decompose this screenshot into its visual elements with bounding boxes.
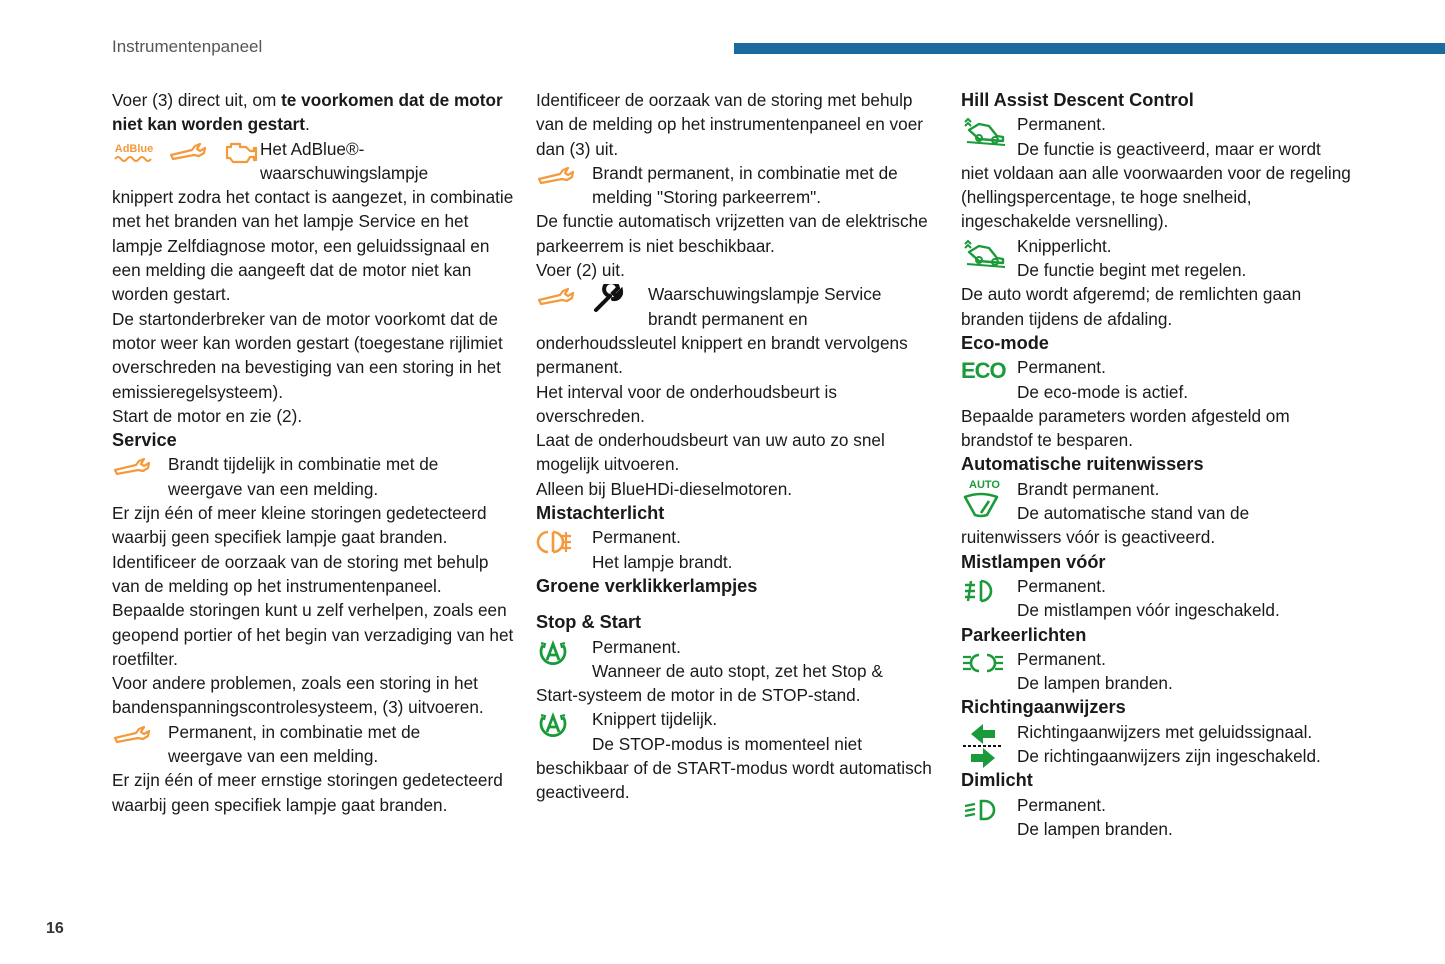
service-wrench-icon bbox=[536, 284, 578, 308]
hadc2-line2: De functie begint met regelen. bbox=[1017, 260, 1247, 281]
heading-green-indicators: Groene verklikkerlampjes bbox=[536, 575, 758, 596]
park-fault-line1: Brandt permanent, in combinatie met de bbox=[592, 162, 898, 183]
stop-start-icon-group-2 bbox=[536, 707, 592, 755]
turn-line1: Richtingaanwijzers met geluidssignaal. bbox=[1017, 721, 1313, 742]
parking-light-icon-group bbox=[961, 647, 1017, 695]
hill-descent-icon bbox=[961, 236, 1009, 268]
fog-line1: Permanent. bbox=[592, 527, 681, 548]
hadc1-line1: Permanent. bbox=[1017, 114, 1106, 135]
park-fault-rest: De functie automatisch vrijzetten van de elektrische parkeerrem is niet beschikbaar. bbox=[536, 211, 928, 256]
dipped-beam-icon-group bbox=[961, 793, 1017, 841]
header-accent-bar bbox=[734, 43, 1445, 54]
service-wrench-icon bbox=[112, 722, 154, 746]
service-icon-group-2 bbox=[112, 720, 168, 768]
service1-fix: Bepaalde storingen kunt u zelf verhelpen, zoals een geopend portier of het begin van verzadiging van het roetfilter. bbox=[112, 600, 514, 669]
adblue-icon-label: AdBlue bbox=[114, 142, 154, 155]
ss2-line1: Knippert tijdelijk. bbox=[592, 709, 718, 730]
heading-dipped-beam: Dimlicht bbox=[961, 770, 1033, 791]
service1-other: Voor andere problemen, zoals een storing in het bandenspanningscontrolesysteem, (3) uitvoeren. bbox=[112, 673, 484, 718]
maint-only: Alleen bij BlueHDi-dieselmotoren. bbox=[536, 478, 793, 499]
column-1 bbox=[112, 88, 517, 817]
turn-line2: De richtingaanwijzers zijn ingeschakeld. bbox=[1017, 746, 1321, 767]
service2-rest: Er zijn één of meer ernstige storingen gedetecteerd waarbij geen specifiek lampje gaat branden. bbox=[112, 770, 503, 815]
column-3 bbox=[961, 88, 1366, 841]
heading-auto-wipers: Automatische ruitenwissers bbox=[961, 454, 1204, 475]
heading-hill-assist: Hill Assist Descent Control bbox=[961, 90, 1194, 110]
maintenance-icon-group bbox=[536, 282, 648, 330]
service1-line1: Brandt tijdelijk in combinatie met de bbox=[168, 454, 439, 475]
service1-identify: Identificeer de oorzaak van de storing met behulp van de melding op het instrumentenpaneel. bbox=[112, 551, 489, 596]
front-fog-icon-group bbox=[961, 574, 1017, 622]
heading-service: Service bbox=[112, 430, 177, 451]
rear-fog-icon-group bbox=[536, 525, 592, 573]
wiper-line2: De automatische stand van de bbox=[1017, 503, 1250, 524]
eco-icon: ECO bbox=[961, 358, 1006, 384]
adblue-text-line2: waarschuwingslampje bbox=[260, 162, 429, 183]
page-number: 16 bbox=[46, 920, 64, 937]
parking-lights-icon bbox=[961, 649, 1005, 677]
maint-line1: Waarschuwingslampje Service bbox=[648, 284, 882, 305]
hadc-icon-group-1 bbox=[961, 112, 1017, 160]
maint-interval: Het interval voor de onderhoudsbeurt is overschreden. bbox=[536, 381, 837, 426]
park-line1: Permanent. bbox=[1017, 648, 1106, 669]
eco-line1: Permanent. bbox=[1017, 357, 1106, 378]
stop-start-icon bbox=[536, 709, 570, 739]
running-header-title: Instrumentenpaneel bbox=[112, 37, 263, 56]
ss1-line2: Wanneer de auto stopt, zet het Stop & bbox=[592, 660, 883, 681]
turn-signal-icon bbox=[961, 722, 1005, 768]
service2-line2: weergave van een melding. bbox=[168, 746, 379, 767]
service-wrench-icon bbox=[112, 454, 154, 478]
parking-brake-fault-icon-group bbox=[536, 161, 592, 209]
park-fault-do: Voer (2) uit. bbox=[536, 260, 625, 281]
stop-start-icon-group-1 bbox=[536, 635, 592, 683]
eco-rest: Bepaalde parameters worden afgesteld om brandstof te besparen. bbox=[961, 405, 1290, 451]
fog-line2: Het lampje brandt. bbox=[592, 551, 733, 572]
service-wrench-icon bbox=[536, 163, 578, 187]
wiper-icon bbox=[961, 491, 1001, 519]
frontfog-line2: De mistlampen vóór ingeschakeld. bbox=[1017, 600, 1280, 621]
heading-mistachterlicht: Mistachterlicht bbox=[536, 503, 665, 524]
service2-line1: Permanent, in combinatie met de bbox=[168, 721, 421, 742]
heading-front-fog: Mistlampen vóór bbox=[961, 551, 1106, 572]
dipped-beam-icon bbox=[961, 795, 1001, 825]
maint-do: Laat de onderhoudsbeurt van uw auto zo snel mogelijk uitvoeren. bbox=[536, 430, 885, 475]
hadc-icon-group-2 bbox=[961, 234, 1017, 282]
ss1-line1: Permanent. bbox=[592, 636, 681, 657]
heading-turn-signals: Richtingaanwijzers bbox=[961, 697, 1126, 718]
hill-descent-icon bbox=[961, 114, 1009, 146]
service1-line2: weergave van een melding. bbox=[168, 478, 379, 499]
engine-fault-icon bbox=[222, 139, 260, 165]
ss2-rest: beschikbaar of de START-modus wordt automatisch geactiveerd. bbox=[536, 758, 932, 803]
wiper-line1: Brandt permanent. bbox=[1017, 478, 1160, 499]
rear-fog-lamp-icon bbox=[536, 527, 576, 557]
wiper-icon-group bbox=[961, 477, 1017, 525]
adblue-text-line1: Het AdBlue®- bbox=[260, 138, 365, 159]
paragraph-avoid-nostart: Voer (3) direct uit, om te voorkomen dat de motor niet kan worden gestart. bbox=[112, 90, 503, 135]
adblue-icon-group bbox=[112, 137, 260, 185]
paragraph-startonderbreker: De startonderbreker van de motor voorkomt dat de motor weer kan worden gestart (toegestane rijlimiet overschreden na bevestiging van een storing in het emissieregelsysteem). bbox=[112, 308, 503, 402]
adblue-text-rest: knippert zodra het contact is aangezet, in combinatie met het branden van het lampje Service en het lampje Zelfdiagnose motor, een geluidssignaal en een melding die aangeeft dat de motor niet kan worden gestart. bbox=[112, 187, 514, 305]
eco-line2: De eco-mode is actief. bbox=[1017, 381, 1188, 402]
heading-parking-lights: Parkeerlichten bbox=[961, 624, 1087, 645]
paragraph-identify: Identificeer de oorzaak van de storing met behulp van de melding op het instrumentenpaneel en voer dan (3) uit. bbox=[536, 90, 923, 159]
park-line2: De lampen branden. bbox=[1017, 673, 1173, 694]
adblue-icon bbox=[112, 139, 156, 163]
service1-rest: Er zijn één of meer kleine storingen gedetecteerd waarbij geen specifiek lampje gaat branden. bbox=[112, 503, 487, 548]
turn-signal-icon-group bbox=[961, 720, 1017, 768]
heading-eco-mode: Eco-mode bbox=[961, 332, 1049, 353]
hadc2-line1: Knipperlicht. bbox=[1017, 235, 1112, 256]
maintenance-spanner-icon bbox=[592, 284, 626, 314]
auto-wiper-label: AUTO bbox=[969, 478, 1000, 491]
paragraph-start-motor: Start de motor en zie (2). bbox=[112, 405, 303, 426]
dip-line2: De lampen branden. bbox=[1017, 818, 1173, 839]
eco-icon-group bbox=[961, 355, 1017, 403]
park-fault-line2: melding "Storing parkeerrem". bbox=[592, 187, 822, 208]
maint-line2: brandt permanent en bbox=[648, 308, 808, 329]
stop-start-icon bbox=[536, 637, 570, 667]
front-fog-lamp-icon bbox=[961, 576, 1001, 606]
ss2-line2: De STOP-modus is momenteel niet bbox=[592, 733, 863, 754]
wiper-rest: ruitenwissers vóór is geactiveerd. bbox=[961, 527, 1216, 548]
service-icon-group-1 bbox=[112, 452, 168, 500]
frontfog-line1: Permanent. bbox=[1017, 575, 1106, 596]
service-wrench-icon bbox=[168, 139, 210, 163]
hadc1-rest: niet voldaan aan alle voorwaarden voor de regeling (hellingspercentage, te hoge snelheid, ingeschakelde versnelling). bbox=[961, 162, 1351, 232]
ss1-rest: Start-systeem de motor in de STOP-stand. bbox=[536, 685, 861, 706]
column-2 bbox=[536, 88, 941, 805]
hadc2-rest: De auto wordt afgeremd; de remlichten gaan branden tijdens de afdaling. bbox=[961, 284, 1302, 329]
hadc1-line2: De functie is geactiveerd, maar er wordt bbox=[1017, 138, 1321, 159]
dip-line1: Permanent. bbox=[1017, 794, 1106, 815]
heading-stop-start: Stop & Start bbox=[536, 612, 642, 633]
maint-rest: onderhoudssleutel knippert en brandt vervolgens permanent. bbox=[536, 332, 908, 378]
